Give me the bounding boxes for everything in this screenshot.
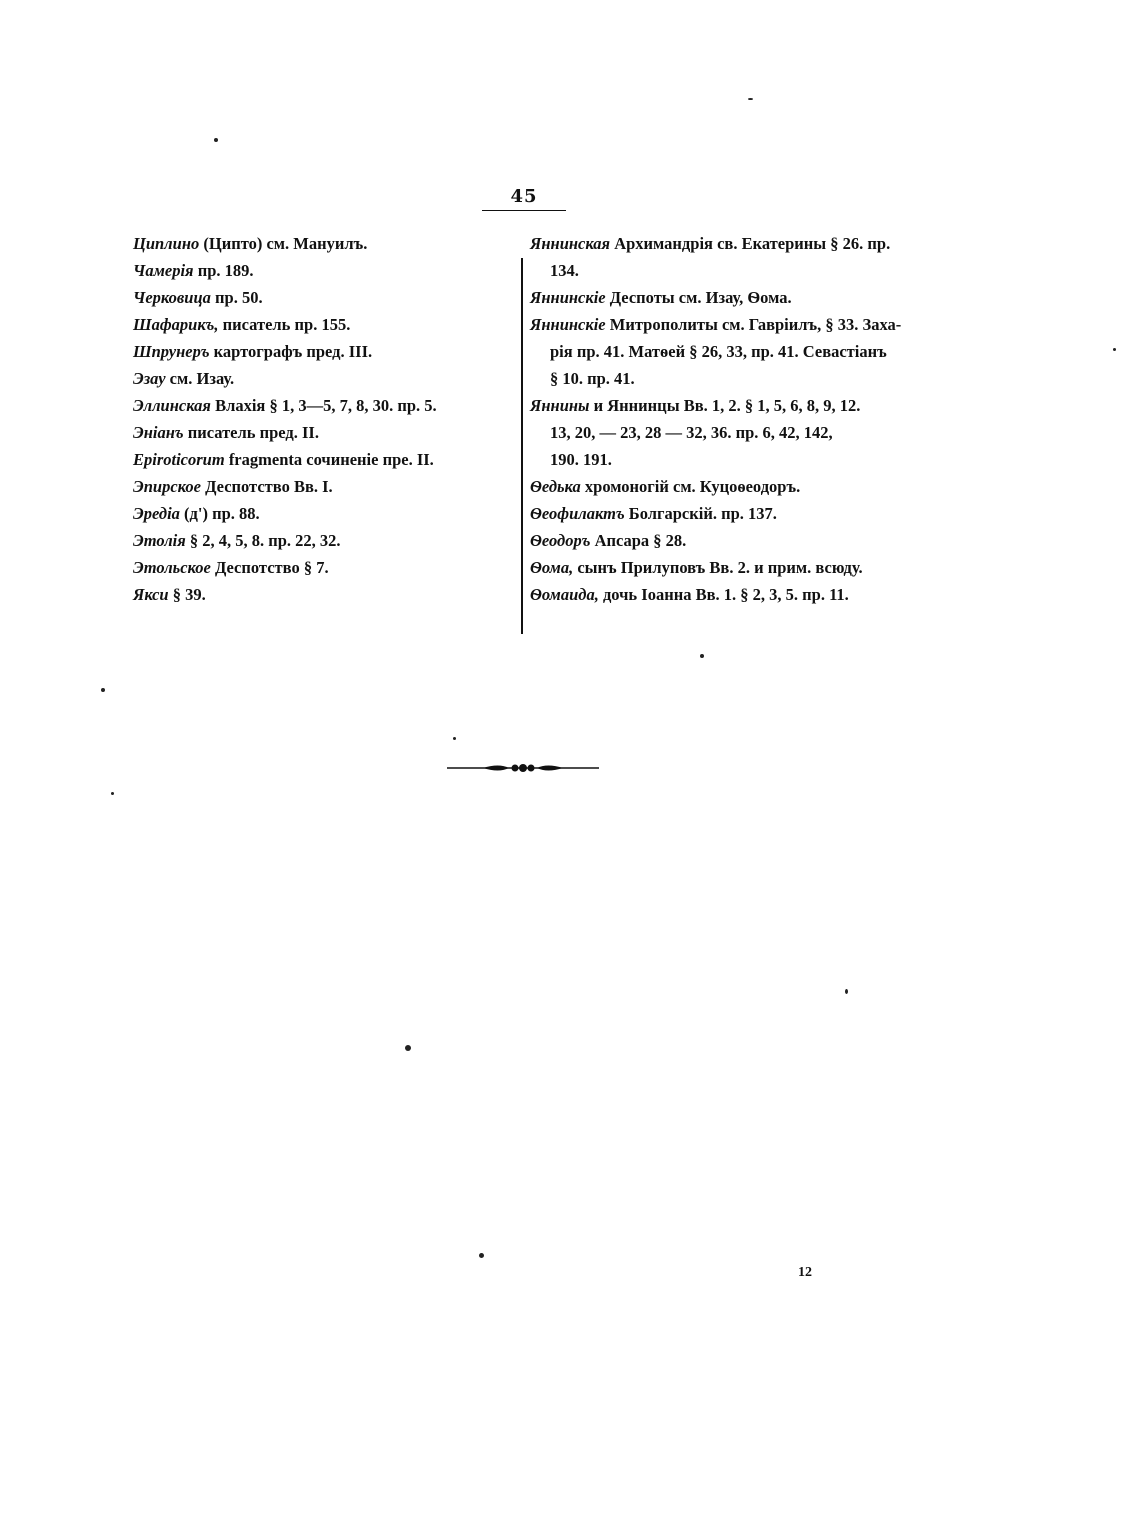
end-ornament (447, 760, 599, 776)
index-entry-references: писатель пред. II. (183, 423, 319, 442)
index-entry-headword: Ѳеодоръ (530, 531, 591, 550)
index-entry-references: Деспотство Вв. I. (200, 477, 333, 496)
index-entry-references: (Ципто) см. Мануилъ. (199, 234, 368, 253)
index-entry-headword: Эзау (133, 369, 166, 388)
index-entry-references: Архимандрія св. Екатерины § 26. пр. (610, 234, 891, 253)
index-entry-references: пр. 50. (210, 288, 263, 307)
index-entry-continuation (530, 419, 918, 446)
index-entry-references: картографъ пред. III. (209, 342, 373, 361)
ink-speck (1113, 348, 1116, 351)
index-entry (530, 581, 918, 608)
index-entry (133, 338, 493, 365)
index-entry-references: 13, 20, — 23, 28 — 32, 36. пр. 6, 42, 142, (550, 423, 833, 442)
page-number: 45 (510, 186, 538, 207)
index-entry-references: рія пр. 41. Матѳей § 26, 33, пр. 41. Севастіанъ (550, 342, 887, 361)
index-entry-headword: Чамерія (133, 261, 194, 280)
index-entry-headword: Эллинская (133, 396, 211, 415)
index-entry (133, 446, 493, 473)
index-entry (133, 365, 493, 392)
index-entry (530, 230, 918, 257)
index-entry-references: § 39. (168, 585, 206, 604)
index-entry-references: см. Изау. (165, 369, 235, 388)
index-entry-references: fragmenta сочиненіе пре. II. (224, 450, 434, 469)
index-entry (133, 230, 493, 257)
index-entry-references: § 2, 4, 5, 8. пр. 22, 32. (185, 531, 341, 550)
index-entry-headword: Ѳедька (530, 477, 581, 496)
index-entry-references: Митрополиты см. Гавріилъ, § 33. Заха- (605, 315, 902, 334)
index-entry-references: писатель пр. 155. (218, 315, 351, 334)
index-entry-headword: Шафарикъ, (133, 315, 219, 334)
ink-speck (111, 792, 114, 795)
ink-speck (479, 1253, 484, 1258)
ink-speck (101, 688, 105, 692)
ink-speck (748, 98, 753, 100)
index-entry-headword: Эніанъ (133, 423, 184, 442)
index-entry (133, 419, 493, 446)
index-entry-references: Влахія § 1, 3—5, 7, 8, 30. пр. 5. (210, 396, 437, 415)
index-entry-continuation (530, 257, 918, 284)
index-entry-references: хромоногій см. Куцоѳеодоръ. (580, 477, 801, 496)
index-entry-continuation (530, 338, 918, 365)
index-entry-references: пр. 189. (193, 261, 254, 280)
index-entry-references: 190. 191. (550, 450, 612, 469)
index-entry-references: Апсара § 28. (590, 531, 687, 550)
index-entry (133, 500, 493, 527)
index-entry (133, 311, 493, 338)
index-entry-headword: Яннинскіе (530, 288, 606, 307)
index-entry-references: Деспотство § 7. (210, 558, 329, 577)
index-entry (530, 500, 918, 527)
index-entry (530, 284, 918, 311)
index-entry-headword: Циплино (133, 234, 200, 253)
index-entry-headword: Яннинская (530, 234, 611, 253)
index-entry-headword: Ѳеофилактъ (530, 504, 625, 523)
index-entry (133, 473, 493, 500)
index-entry-headword: Ѳомаида, (530, 585, 599, 604)
index-entry (530, 554, 918, 581)
index-entry (133, 554, 493, 581)
index-entry-references: § 10. пр. 41. (550, 369, 635, 388)
index-entry-headword: Яннинскіе (530, 315, 606, 334)
index-entry (530, 473, 918, 500)
index-entry-references: Болгарскій. пр. 137. (624, 504, 777, 523)
ink-speck (700, 654, 704, 658)
index-entry-headword: Эпирское (133, 477, 201, 496)
index-entry-headword: Якси (133, 585, 169, 604)
ink-speck (405, 1045, 411, 1051)
index-entry-headword: Ѳома, (530, 558, 574, 577)
page-number-rule (482, 210, 566, 211)
index-entry-references: сынъ Прилуповъ Вв. 2. и прим. всюду. (573, 558, 863, 577)
index-left-column (133, 230, 493, 608)
index-entry (530, 311, 918, 338)
index-entry (530, 527, 918, 554)
index-right-column (530, 230, 918, 608)
signature-mark: 12 (798, 1265, 812, 1280)
ink-speck (214, 138, 218, 142)
index-entry-headword: Яннины (530, 396, 590, 415)
index-entry-headword: Этольское (133, 558, 211, 577)
index-entry-references: и Яннинцы Вв. 1, 2. § 1, 5, 6, 8, 9, 12. (589, 396, 861, 415)
index-entry-references: Деспоты см. Изау, Ѳома. (605, 288, 792, 307)
index-entry-continuation (530, 446, 918, 473)
ink-speck (845, 989, 848, 994)
index-entry (133, 257, 493, 284)
column-divider (521, 258, 523, 634)
index-entry-headword: Этолія (133, 531, 186, 550)
index-entry-headword: Эредіа (133, 504, 180, 523)
index-entry (530, 392, 918, 419)
index-entry-references: (д') пр. 88. (179, 504, 260, 523)
index-entry (133, 392, 493, 419)
index-entry (133, 527, 493, 554)
index-entry-headword: Черковица (133, 288, 211, 307)
index-entry (133, 581, 493, 608)
index-entry-references: дочь Іоанна Вв. 1. § 2, 3, 5. пр. 11. (598, 585, 849, 604)
index-entry (133, 284, 493, 311)
index-entry-headword: Шпрунеръ (133, 342, 210, 361)
ink-speck (453, 737, 456, 740)
index-entry-headword: Epiroticorum (133, 450, 225, 469)
index-entry-references: 134. (550, 261, 579, 280)
index-entry-continuation (530, 365, 918, 392)
